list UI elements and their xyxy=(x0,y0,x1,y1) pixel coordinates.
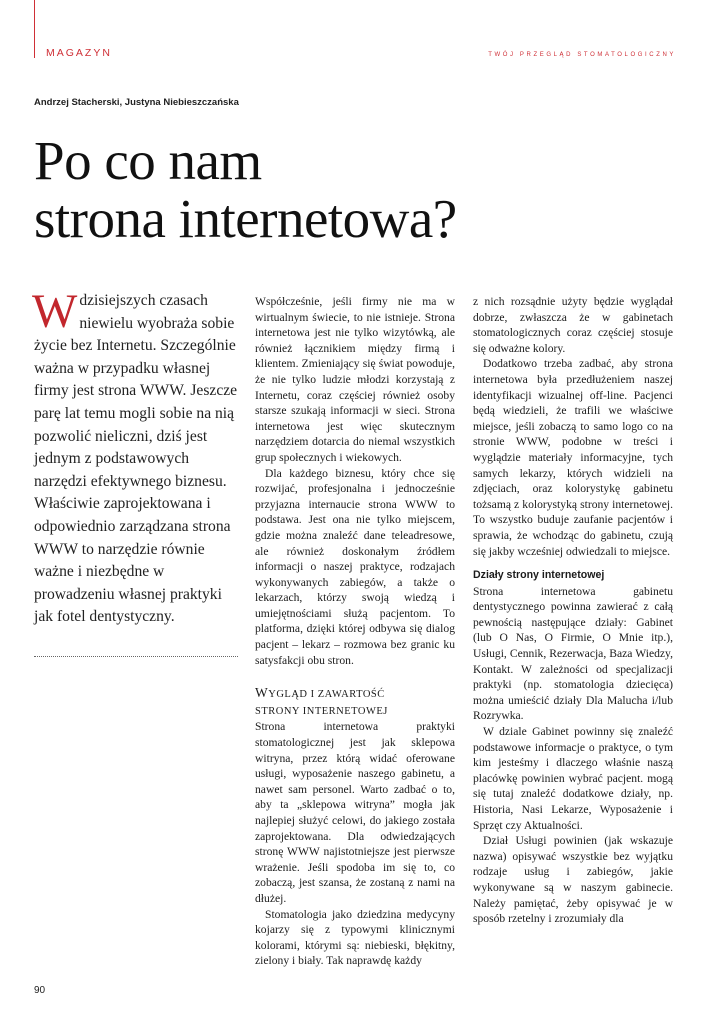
subheading-initial: W xyxy=(255,685,269,701)
article-authors: Andrzej Stacherski, Justyna Niebieszczańska xyxy=(34,97,239,108)
drop-cap: W xyxy=(32,285,78,338)
paragraph: Współcześnie, jeśli firmy nie ma w wirtualnym świecie, to nie istnieje. Strona internetowa jest nie tylko wizytówką, ale również łącznikiem między firmą i klientem. Zmieniający się świat powoduje, że nie tylko ludzie młodzi korzystają z Internetu, coraz częściej również osoby starsze szukają informacji w sieci. Strona internetowa jest więc skutecznym narzędziem dotarcia do niemal wszystkich grup społecznych i wiekowych. xyxy=(255,295,455,464)
paragraph: Dla każdego biznesu, który chce się rozwijać, profesjonalna i jednocześnie przyjazna internaucie strona WWW to podstawa. Jest ona nie tylko miejscem, gdzie można znaleźć dane teleadresowe, ale również doskonałym źródłem informacji o naszej praktyce, rodzajach wykonywanych zabiegów, a także o lekarzach, którzy swoją wiedzą i umiejętnościami służą pacjentom. To platforma, dzięki której odbywa się dialog pacjent – lekarz – rozmowa bez granic ku satysfakcji obu stron. xyxy=(255,466,455,667)
paragraph: Dodatkowo trzeba zadbać, aby strona internetowa była przedłużeniem naszej identyfikacji wizualnej off-line. Pacjenci będą wiedzieli, że trafili we właściwe miejsce, jeśli zobaczą to samo logo co na stronie WWW, podobne w treści i wyglądzie materiały informacyjne, tych samych lekarzy, których widzieli na zdjęciach, oraz kolorystykę gabinetu tożsamą z kolorystyką strony internetowej. To wszystko buduje zaufanie pacjentów i sprawia, że wchodząc do gabinetu, czują się jakby wcześniej odwiedzali to miejsce. xyxy=(473,357,673,558)
lead-text: dzisiejszych czasach niewielu wyobraża sobie życie bez Internetu. Szczególnie ważna w przypadku własnej firmy jest strona WWW. Jeszcze parę lat temu mogli sobie na nią pozwolić nieliczni, dziś jest jednym z podstawowych narzędzi efektywnego biznesu. Właściwie zaprojektowana i odpowiednio zarządzana strona WWW to narzędzie równie ważne i niezbędne w prowadzeniu własnej praktyki jak fotel dentystyczny. xyxy=(34,292,238,626)
section-heading: Działy strony internetowej xyxy=(473,569,605,582)
page-number: 90 xyxy=(34,985,46,996)
paragraph: Strona internetowa praktyki stomatologicznej jest jak sklepowa witryna, przez którą widać oferowane usługi, wyposażenie naszego gabinetu, a nawet sam personel. Warto zadbać o to, aby ta „sklepowa witryna” mogła jak najlepiej służyć celowi, do jakiego została zaprojektowana. Dla odwiedzających stronę WWW najistotniejsze jest pierwsze wrażenie. Jeśli spodoba im się to, co zobaczą, jest szansa, że zostaną z nami na dłużej. xyxy=(255,720,455,905)
lead-divider xyxy=(34,656,238,657)
paragraph: Strona internetowa gabinetu dentystycznego powinna zawierać z całą pewnością następujące działy: Gabinet (lub O Nas, O Firmie, O Mnie itp.), Usługi, Cennik, Rezerwacja, Baza Wiedzy, Kontakt. W zależności od specjalizacji praktyki (np. stomatologia dziecięca) można umieścić działy Dla Malucha i/lub Rozrywka. xyxy=(473,584,673,723)
subheading-line-2: STRONY INTERNETOWEJ xyxy=(255,705,388,717)
paragraph: z nich rozsądnie użyty będzie wyglądał dobrze, zwłaszcza że w gabinetach stomatologicznych coraz częściej stosuje się odważne kolory. xyxy=(473,295,673,355)
paragraph: W dziale Gabinet powinny się znaleźć podstawowe informacje o praktyce, o tym kim jesteśmy i dlaczego właśnie naszą placówkę powinien wybrać pacjent. mogą się tutaj znaleźć dodatkowe działy, np. Historia, Nasi Lekarze, Wyposażenie i Sprzęt czy Aktualności. xyxy=(473,725,673,832)
column-2 xyxy=(255,294,455,969)
article-title xyxy=(34,132,457,248)
paragraph: Stomatologia jako dziedzina medycyny kojarzy się z typowymi klinicznymi kolorami, którymi są: niebieski, błękitny, zielony i biały. Tak naprawdę każdy xyxy=(255,907,455,968)
title-line-1: Po co nam xyxy=(34,130,262,191)
paragraph: Dział Usługi powinien (jak wskazuje nazwa) opisywać wszystkie bez wyjątku rodzaje usług i zabiegów, jakie wykonywane są w naszym gabinecie. Należy pamiętać, żeby opisywać je w sposób rzetelny i zrozumiały dla xyxy=(473,834,673,926)
subheading xyxy=(255,685,455,719)
section-label: MAGAZYN xyxy=(46,47,112,59)
column-3 xyxy=(473,294,673,927)
section-rule xyxy=(34,0,35,58)
title-line-2: strona internetowa? xyxy=(34,188,457,249)
magazine-masthead: TWÓJ PRZEGLĄD STOMATOLOGICZNY xyxy=(488,52,676,58)
article-lead xyxy=(32,285,238,629)
subheading-line-1: YGLĄD I ZAWARTOŚĆ xyxy=(268,689,385,701)
